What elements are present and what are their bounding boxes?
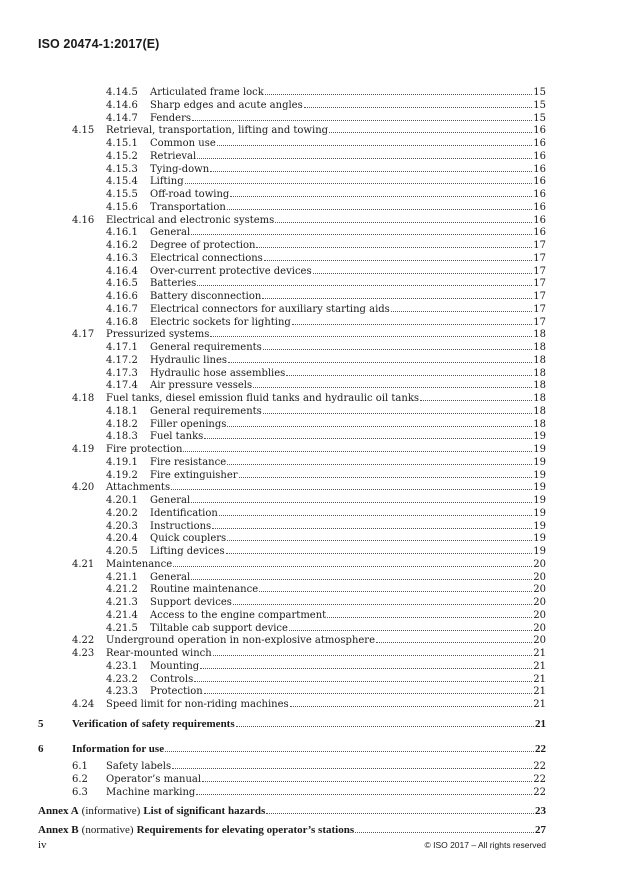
toc-entry[interactable] (106, 174, 546, 187)
toc-dot-leader (213, 646, 533, 656)
toc-dot-leader (329, 123, 532, 133)
toc-entry-title: Protection (150, 686, 203, 698)
toc-entry-number: 4.17.1 (106, 342, 138, 353)
toc-dot-leader (228, 353, 532, 363)
toc-entry-title: Transportation (150, 201, 226, 213)
toc-entry-page: 16 (533, 138, 546, 149)
toc-entry[interactable] (106, 621, 546, 634)
toc-dot-leader (197, 149, 532, 159)
toc-entry-title: General (150, 571, 191, 583)
toc-dot-leader (191, 493, 532, 503)
toc-dot-leader (210, 327, 532, 337)
toc-entry[interactable] (106, 162, 546, 175)
toc-entry-title: Hydraulic hose assemblies (150, 367, 286, 379)
toc-entry[interactable] (106, 544, 546, 557)
toc-entry-page: 17 (533, 252, 546, 264)
toc-dot-leader (275, 213, 532, 223)
toc-entry[interactable] (106, 289, 546, 302)
toc-dot-leader (202, 772, 532, 782)
toc-entry-number: 4.22 (72, 635, 95, 647)
toc-entry-number: 4.21.3 (106, 597, 138, 608)
toc-entry-number: 4.16 (72, 214, 95, 226)
toc-entry-number: 4.19 (72, 444, 95, 455)
toc-entry[interactable] (106, 200, 546, 213)
toc-entry-title: Retrieval, transportation, lifting and towing (106, 125, 329, 137)
toc-entry-page: 20 (533, 558, 546, 570)
toc-entry-page: 19 (533, 482, 546, 494)
toc-dot-leader (191, 225, 532, 235)
toc-entry-title: Off-road towing (150, 189, 230, 200)
toc-dot-leader (204, 429, 532, 439)
toc-entry[interactable] (106, 582, 546, 595)
toc-entry-page: 17 (533, 265, 546, 277)
toc-entry-page: 21 (533, 660, 546, 672)
toc-entry-page: 20 (533, 622, 546, 634)
toc-entry[interactable] (106, 302, 546, 315)
toc-dot-leader (196, 785, 532, 795)
toc-entry[interactable] (106, 225, 546, 238)
toc-entry-number: 6.1 (72, 761, 88, 773)
toc-entry[interactable] (106, 429, 546, 442)
toc-dot-leader (227, 455, 532, 465)
toc-entry-number: 4.21.1 (106, 571, 138, 583)
toc-entry-page: 20 (533, 609, 546, 621)
toc-dot-leader (265, 85, 532, 95)
toc-entry-page: 17 (533, 240, 546, 251)
toc-entry[interactable] (106, 468, 546, 481)
toc-entry-title: Maintenance (106, 558, 173, 570)
toc-entry-number: 4.20.5 (106, 546, 138, 557)
toc-entry-title: Lifting (150, 176, 184, 188)
toc-entry-title: Tying-down (150, 163, 210, 175)
toc-entry-number: 4.19.2 (106, 469, 138, 481)
toc-entry-title: Fire extinguisher (150, 469, 238, 481)
toc-dot-leader (217, 136, 532, 146)
toc-dot-leader (226, 544, 533, 554)
toc-entry-title: Routine maintenance (150, 584, 259, 596)
toc-dot-leader (266, 804, 534, 814)
toc-entry-title: Tiltable cab support device (150, 622, 288, 634)
toc-entry-title: Mounting (150, 660, 200, 672)
toc-dot-leader (230, 187, 532, 197)
toc-entry-title: Underground operation in non-explosive atmosphere (106, 635, 375, 647)
toc-entry-number: 4.16.5 (106, 278, 138, 290)
toc-entry-title: Degree of protection (150, 240, 256, 251)
toc-entry[interactable] (106, 531, 546, 544)
toc-entry-title: Quick couplers (150, 533, 227, 545)
toc-entry-number: 4.15.5 (106, 189, 138, 200)
toc-entry-title: Machine marking (106, 786, 196, 798)
toc-entry-title: Filler openings (150, 418, 227, 430)
toc-entry-title: Electrical connections (150, 252, 263, 264)
toc-entry-title: Hydraulic lines (150, 354, 228, 366)
toc-dot-leader (289, 621, 532, 631)
toc-entry-page: 16 (533, 125, 546, 137)
toc-entry-number: 4.24 (72, 699, 95, 710)
toc-entry[interactable] (106, 315, 546, 328)
toc-entry-number: 4.17.3 (106, 367, 138, 379)
toc-entry-page: 18 (533, 380, 546, 392)
toc-entry-page: 18 (533, 405, 546, 417)
toc-entry-page: 21 (533, 699, 546, 710)
toc-entry-page: 19 (533, 469, 546, 481)
toc-entry-page: 17 (533, 291, 546, 302)
toc-entry-page: 19 (533, 507, 546, 519)
annex-label: Annex A (38, 804, 79, 817)
toc-entry-number: 4.23 (72, 648, 95, 659)
toc-entry-title: General requirements (150, 342, 262, 353)
toc-entry-page: 18 (533, 367, 546, 379)
toc-entry-page: 16 (533, 227, 546, 239)
toc-entry[interactable] (106, 404, 546, 417)
toc-entry-page: 19 (533, 456, 546, 468)
toc-dot-leader (172, 759, 532, 769)
toc-entry-number: 4.20.1 (106, 495, 138, 506)
toc-entry-title: Sharp edges and acute angles (150, 99, 303, 111)
annex-kind: (normative) (81, 823, 134, 836)
toc-entry[interactable] (106, 98, 546, 111)
toc-entry-title: Fenders (150, 112, 191, 124)
toc-entry-page: 19 (533, 495, 546, 506)
toc-entry-title: Controls (150, 673, 194, 685)
toc-dot-leader (253, 378, 532, 388)
toc-entry-title: Pressurized systems (106, 329, 210, 341)
toc-entry-page: 17 (533, 303, 546, 315)
toc-entry[interactable] (106, 608, 546, 621)
toc-dot-leader (263, 404, 532, 414)
toc-dot-leader (256, 238, 532, 248)
toc-entry-title: Attachments (106, 482, 171, 494)
toc-dot-leader (263, 340, 532, 350)
toc-entry-number: 4.15.1 (106, 138, 138, 149)
toc-entry[interactable] (72, 391, 546, 404)
toc-dot-leader (304, 98, 533, 108)
toc-entry-page: 16 (533, 176, 546, 188)
toc-entry-number: 4.16.4 (106, 265, 138, 277)
toc-entry[interactable] (106, 570, 546, 583)
toc-entry-title: Over-current protective devices (150, 265, 312, 277)
toc-entry[interactable] (72, 785, 546, 798)
copyright-notice: © ISO 2017 – All rights reserved (424, 840, 546, 850)
toc-entry-title: Access to the engine compartment (150, 609, 327, 621)
toc-entry-title: Fuel tanks (150, 431, 204, 443)
toc-entry-number: 4.23.2 (106, 673, 138, 685)
toc-entry-page: 16 (533, 150, 546, 162)
toc-entry-number: 4.20.4 (106, 533, 138, 545)
toc-entry[interactable] (106, 595, 546, 608)
toc-dot-leader (239, 468, 533, 478)
toc-entry-number: 4.21.4 (106, 609, 138, 621)
toc-entry-page: 16 (533, 189, 546, 200)
toc-entry-title: Retrieval (150, 150, 197, 162)
toc-dot-leader (192, 111, 532, 121)
toc-entry-number: 4.16.1 (106, 227, 138, 239)
toc-entry-number: 4.23.1 (106, 660, 138, 672)
toc-dot-leader (290, 697, 533, 707)
toc-entry-number: 4.15.2 (106, 150, 138, 162)
toc-dot-leader (391, 302, 532, 312)
toc-entry-number: 4.21.5 (106, 622, 138, 634)
toc-entry[interactable] (72, 442, 546, 455)
toc-entry-page: 22 (533, 761, 546, 773)
toc-entry-title: General requirements (150, 405, 262, 417)
toc-entry[interactable] (38, 742, 546, 755)
toc-entry[interactable] (106, 238, 546, 251)
toc-entry-title: Electric sockets for lighting (150, 316, 291, 328)
toc-dot-leader (264, 251, 532, 261)
annex-title: Requirements for elevating operator’s stations (136, 823, 355, 836)
toc-entry-number: 4.17 (72, 329, 95, 341)
toc-entry-title: Common use (150, 138, 216, 149)
toc-dot-leader (233, 595, 532, 605)
toc-entry-page: 21 (533, 673, 546, 685)
toc-entry-number: 4.19.1 (106, 456, 138, 468)
toc-entry-number: 4.16.2 (106, 240, 138, 251)
toc-entry-number: 4.17.4 (106, 380, 138, 392)
toc-entry[interactable] (72, 646, 546, 659)
toc-dot-leader (165, 742, 534, 752)
toc-dot-leader (236, 717, 534, 727)
toc-entry-title: Batteries (150, 278, 197, 290)
toc-entry-number: 4.18.3 (106, 431, 138, 443)
toc-dot-leader (173, 557, 532, 567)
toc-entry-number: 4.16.7 (106, 303, 138, 315)
toc-entry-title: Identification (150, 507, 218, 519)
toc-entry-title: Safety labels (106, 761, 172, 773)
toc-entry-page: 17 (533, 316, 546, 328)
toc-entry-page: 21 (533, 648, 546, 659)
toc-dot-leader (286, 366, 532, 376)
toc-dot-leader (259, 582, 532, 592)
toc-dot-leader (194, 672, 532, 682)
toc-entry-number: 4.20 (72, 482, 95, 494)
toc-entry-number: 6.2 (72, 774, 88, 785)
toc-entry-page: 17 (533, 278, 546, 290)
toc-entry-title: Lifting devices (150, 546, 225, 557)
toc-entry-number: 5 (38, 717, 44, 730)
toc-entry-number: 4.15.3 (106, 163, 138, 175)
toc-entry-page: 19 (533, 520, 546, 532)
toc-entry-page: 21 (535, 717, 546, 730)
toc-dot-leader (376, 633, 532, 643)
toc-dot-leader (185, 174, 533, 184)
toc-entry-page: 19 (533, 431, 546, 443)
toc-entry-title: Articulated frame lock (150, 87, 264, 98)
toc-entry-page: 22 (533, 786, 546, 798)
toc-entry[interactable] (106, 493, 546, 506)
toc-entry-number: 4.14.6 (106, 99, 138, 111)
annex-label: Annex B (38, 823, 79, 836)
toc-entry-page: 16 (533, 214, 546, 226)
toc-entry-number: 4.16.3 (106, 252, 138, 264)
toc-dot-leader (210, 162, 532, 172)
toc-entry[interactable] (72, 633, 546, 646)
toc-entry[interactable] (72, 480, 546, 493)
toc-entry[interactable] (72, 327, 546, 340)
toc-entry[interactable] (106, 136, 546, 149)
toc-entry-title: General (150, 495, 191, 506)
toc-entry[interactable] (38, 717, 546, 730)
page-number: iv (38, 839, 47, 851)
toc-entry-page: 22 (535, 742, 546, 755)
toc-dot-leader (171, 480, 532, 490)
toc-entry-title: Information for use (72, 742, 165, 755)
toc-entry-page: 20 (533, 571, 546, 583)
toc-entry-title: Fire protection (106, 444, 183, 455)
toc-dot-leader (327, 608, 532, 618)
toc-entry[interactable] (72, 697, 546, 710)
toc-entry-title: Air pressure vessels (150, 380, 253, 392)
toc-entry-number: 4.18.2 (106, 418, 138, 430)
toc-annex-entry[interactable] (38, 823, 546, 836)
toc-entry-number: 4.18.1 (106, 405, 138, 417)
annex-page: 27 (535, 823, 546, 836)
toc-entry-page: 19 (533, 444, 546, 455)
toc-entry-page: 20 (533, 597, 546, 608)
toc-dot-leader (204, 684, 533, 694)
toc-entry-number: 4.23.3 (106, 686, 138, 698)
toc-entry[interactable] (106, 251, 546, 264)
toc-entry-page: 16 (533, 163, 546, 175)
toc-entry-number: 6.3 (72, 786, 88, 798)
toc-entry-page: 15 (533, 87, 546, 98)
toc-dot-leader (313, 264, 533, 274)
toc-entry-title: Rear-mounted winch (106, 648, 212, 659)
toc-entry-number: 4.21 (72, 558, 95, 570)
toc-entry-title: Speed limit for non-riding machines (106, 699, 289, 710)
toc-entry-number: 4.14.5 (106, 87, 138, 98)
toc-entry[interactable] (72, 213, 546, 226)
toc-entry-number: 4.17.2 (106, 354, 138, 366)
toc-entry-number: 4.18 (72, 393, 95, 404)
annex-page: 23 (535, 804, 546, 817)
toc-entry-title: Instructions (150, 520, 212, 532)
toc-entry[interactable] (106, 519, 546, 532)
toc-dot-leader (227, 417, 532, 427)
toc-dot-leader (183, 442, 532, 452)
toc-entry-title: Verification of safety requirements (72, 717, 235, 730)
toc-entry-page: 21 (533, 686, 546, 698)
toc-entry-page: 18 (533, 354, 546, 366)
toc-entry-number: 4.21.2 (106, 584, 138, 596)
toc-entry-number: 4.16.8 (106, 316, 138, 328)
toc-dot-leader (212, 519, 532, 529)
toc-entry[interactable] (106, 264, 546, 277)
toc-entry-title: Battery disconnection (150, 291, 262, 302)
toc-entry-page: 18 (533, 342, 546, 353)
toc-entry[interactable] (72, 557, 546, 570)
toc-dot-leader (197, 276, 532, 286)
toc-entry[interactable] (106, 417, 546, 430)
toc-entry-number: 4.14.7 (106, 112, 138, 124)
toc-entry[interactable] (106, 340, 546, 353)
toc-entry-title: General (150, 227, 191, 239)
toc-entry-title: Support devices (150, 597, 232, 608)
toc-entry-number: 4.15.6 (106, 201, 138, 213)
toc-entry[interactable] (106, 85, 546, 98)
toc-entry[interactable] (106, 353, 546, 366)
toc-entry[interactable] (106, 149, 546, 162)
document-id-header: ISO 20474-1:2017(E) (38, 37, 160, 51)
toc-annex-entry[interactable] (38, 804, 546, 817)
toc-entry[interactable] (72, 123, 546, 136)
toc-entry-title: Fuel tanks, diesel emission fluid tanks and hydraulic oil tanks (106, 393, 420, 404)
toc-dot-leader (227, 531, 532, 541)
toc-entry[interactable] (106, 111, 546, 124)
toc-entry-page: 20 (533, 584, 546, 596)
toc-entry-number: 4.20.3 (106, 520, 138, 532)
toc-entry-page: 15 (533, 112, 546, 124)
toc-dot-leader (191, 570, 532, 580)
toc-entry[interactable] (106, 684, 546, 697)
toc-entry[interactable] (106, 276, 546, 289)
toc-entry[interactable] (106, 455, 546, 468)
annex-kind: (informative) (81, 804, 141, 817)
toc-entry[interactable] (72, 772, 546, 785)
toc-dot-leader (420, 391, 532, 401)
annex-title: List of significant hazards (143, 804, 266, 817)
toc-dot-leader (200, 659, 532, 669)
toc-dot-leader (227, 200, 532, 210)
toc-entry-title: Electrical and electronic systems (106, 214, 275, 226)
toc-entry[interactable] (72, 759, 546, 772)
toc-entry[interactable] (106, 506, 546, 519)
toc-entry[interactable] (106, 366, 546, 379)
toc-entry-page: 18 (533, 329, 546, 341)
toc-entry[interactable] (106, 672, 546, 685)
toc-entry-number: 4.15.4 (106, 176, 138, 188)
toc-entry-title: Operator’s manual (106, 774, 202, 785)
toc-entry-page: 22 (533, 774, 546, 785)
toc-entry-number: 6 (38, 742, 44, 755)
toc-entry-page: 19 (533, 533, 546, 545)
toc-entry-page: 18 (533, 393, 546, 404)
toc-dot-leader (219, 506, 532, 516)
toc-entry-page: 19 (533, 546, 546, 557)
toc-entry-number: 4.16.6 (106, 291, 138, 302)
toc-dot-leader (292, 315, 532, 325)
toc-entry-page: 18 (533, 418, 546, 430)
toc-entry-page: 15 (533, 99, 546, 111)
toc-entry-title: Fire resistance (150, 456, 227, 468)
toc-entry-page: 20 (533, 635, 546, 647)
toc-entry[interactable] (106, 187, 546, 200)
toc-entry-number: 4.15 (72, 125, 95, 137)
toc-entry-page: 16 (533, 201, 546, 213)
toc-dot-leader (355, 823, 534, 833)
toc-dot-leader (262, 289, 532, 299)
toc-entry-title: Electrical connectors for auxiliary starting aids (150, 303, 390, 315)
toc-entry[interactable] (106, 378, 546, 391)
toc-entry-number: 4.20.2 (106, 507, 138, 519)
toc-entry[interactable] (106, 659, 546, 672)
